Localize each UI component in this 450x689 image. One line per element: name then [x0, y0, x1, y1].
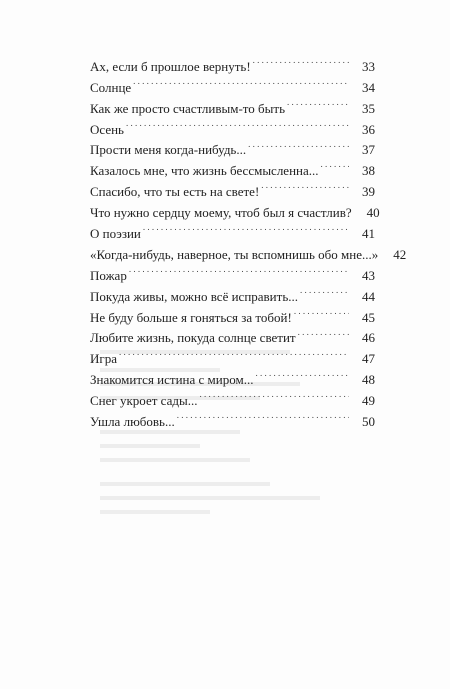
toc-entry-title: Игра: [90, 351, 117, 367]
toc-entry-page: 35: [362, 100, 375, 116]
toc-entry-title: Снег укроет сады...: [90, 393, 198, 409]
toc-entry: [90, 71, 375, 95]
dot-leader: [300, 280, 349, 301]
dot-leader: [298, 322, 349, 343]
toc-entry: [90, 259, 375, 283]
toc-entry-page: 34: [362, 79, 375, 95]
dot-leader: [321, 154, 349, 175]
toc-entry-page: 42: [393, 246, 407, 262]
dot-leader: [253, 50, 349, 71]
toc-entry: [90, 113, 375, 137]
dot-leader: [248, 134, 349, 155]
toc-entry-page: 38: [362, 163, 375, 179]
toc-entry-title: Как же просто счастливым-то быть: [90, 100, 286, 116]
toc-entry-title: Знакомится истина с миром...: [90, 372, 254, 388]
toc-entry-page: 45: [362, 309, 375, 325]
dot-leader: [126, 113, 349, 134]
toc-entry-page: 37: [362, 142, 375, 158]
toc-entry-title: Любите жизнь, покуда солнце светит: [90, 330, 296, 346]
toc-entry: [90, 92, 375, 116]
toc-entry-title: «Когда-нибудь, наверное, ты вспомнишь обо мне...»: [90, 246, 379, 262]
toc-entry-page: 46: [362, 330, 375, 346]
toc-entry: [90, 134, 375, 158]
toc-entry-page: 43: [362, 267, 375, 283]
toc-entry-page: 36: [362, 121, 375, 137]
toc-entry-title: Пожар: [90, 267, 127, 283]
toc-entry-page: 44: [362, 288, 375, 304]
toc-entry-page: 50: [362, 414, 375, 430]
toc-entry-title: Ушла любовь...: [90, 414, 175, 430]
toc-entry-title: Прости меня когда-нибудь...: [90, 142, 247, 158]
toc-entry-page: 47: [362, 351, 375, 367]
toc-entry-page: 40: [366, 205, 380, 221]
toc-entry-page: 33: [362, 58, 375, 74]
dot-leader: [129, 259, 349, 280]
toc-entry-title: Что нужно сердцу моему, чтоб был я счастлив?: [90, 205, 352, 221]
toc-entry: [90, 280, 375, 304]
show-through-text: [100, 350, 380, 610]
toc-entry-title: О поэзии: [90, 226, 141, 242]
dot-leader: [294, 301, 349, 322]
dot-leader: [287, 92, 349, 113]
dot-leader: [133, 71, 349, 92]
toc-entry-title: Ах, если б прошлое вернуть!: [90, 58, 251, 74]
toc-entry-title: Осень: [90, 121, 124, 137]
toc-entry: [90, 50, 375, 74]
toc-entry-title: Казалось мне, что жизнь бессмысленна...: [90, 163, 319, 179]
toc-entry-page: 39: [362, 184, 375, 200]
toc-entry-title: Солнце: [90, 79, 132, 95]
dot-leader: [261, 175, 349, 196]
toc-entry-title: Не буду больше я гоняться за тобой!: [90, 309, 292, 325]
toc-entry-title: Покуда живы, можно всё исправить...: [90, 288, 298, 304]
dot-leader: [143, 217, 349, 238]
toc-entry-page: 41: [362, 226, 375, 242]
toc-entry-page: 48: [362, 372, 375, 388]
toc-entry-title: Спасибо, что ты есть на свете!: [90, 184, 260, 200]
toc-entry-page: 49: [362, 393, 375, 409]
